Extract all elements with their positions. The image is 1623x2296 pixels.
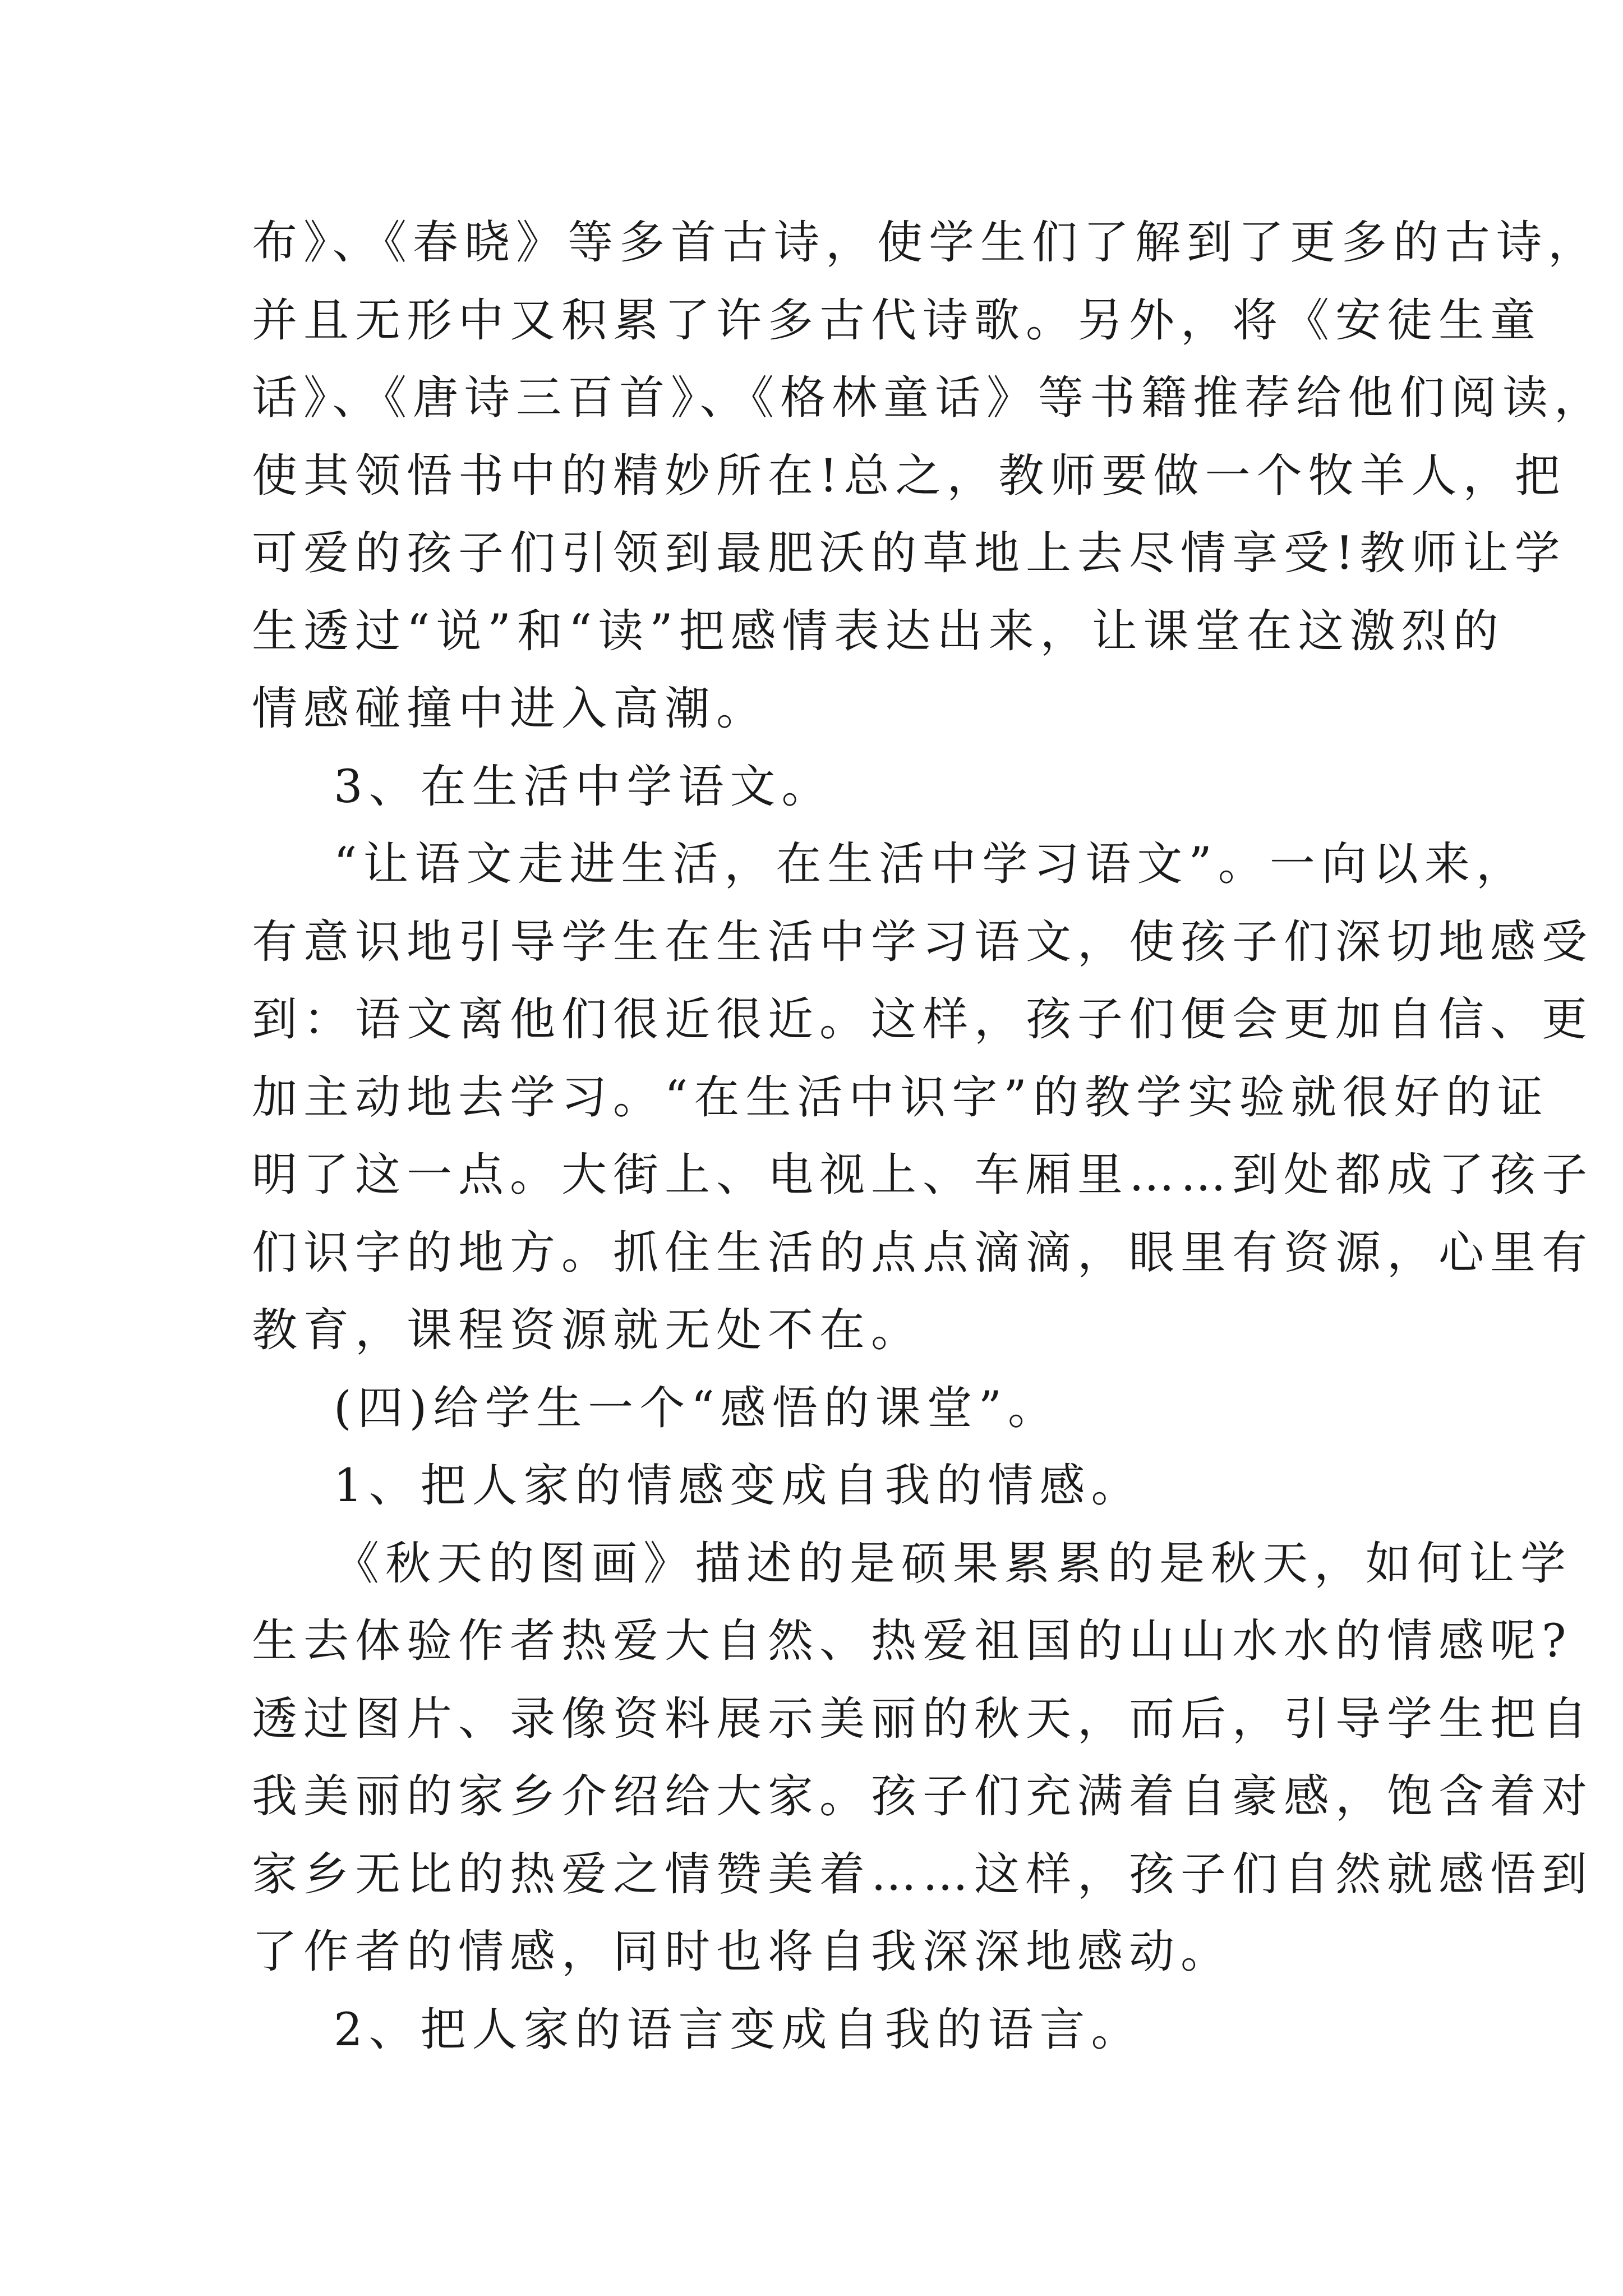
document-body	[252, 204, 1606, 2069]
text-line: 2、把人家的语言变成自我的语言。	[334, 2003, 1143, 2056]
text-line: 生去体验作者热爱大自然、热爱祖国的山山水水的情感呢?	[252, 1615, 1573, 1668]
text-line: 情感碰撞中进入高潮。	[252, 683, 768, 735]
text-line: 家乡无比的热爱之情赞美着……这样，孩子们自然就感悟到	[252, 1848, 1594, 1901]
text-line: 话》、《唐诗三百首》、《格林童话》等书籍推荐给他们阅读，	[252, 372, 1606, 425]
text-line: 3、在生活中学语文。	[334, 760, 833, 813]
text-line: 可爱的孩子们引领到最肥沃的草地上去尽情享受!教师让学	[252, 527, 1566, 580]
text-line: 加主动地去学习。“在生活中识字”的教学实验就很好的证	[252, 1071, 1549, 1124]
text-line: 《秋天的图画》描述的是硕果累累的是秋天，如何让学	[334, 1537, 1573, 1590]
text-line: 明了这一点。大街上、电视上、车厢里……到处都成了孩子	[252, 1149, 1594, 1202]
text-line: 透过图片、录像资料展示美丽的秋天，而后，引导学生把自	[252, 1692, 1594, 1746]
text-line: 布》、《春晓》等多首古诗，使学生们了解到了更多的古诗，	[252, 217, 1600, 269]
text-line: 教育，课程资源就无处不在。	[252, 1304, 923, 1357]
text-line: “让语文走进生活，在生活中学习语文”。一向以来，	[334, 838, 1528, 891]
text-line: 了作者的情感，同时也将自我深深地感动。	[252, 1926, 1233, 1978]
text-line: 到：语文离他们很近很近。这样，孩子们便会更加自信、更	[252, 993, 1594, 1046]
text-line: 们识字的地方。抓住生活的点点滴滴，眼里有资源，心里有	[252, 1226, 1594, 1280]
text-line: 1、把人家的情感变成自我的情感。	[334, 1460, 1143, 1512]
text-line: 生透过“说”和“读”把感情表达出来，让课堂在这激烈的	[252, 605, 1505, 658]
text-line: 并且无形中又积累了许多古代诗歌。另外，将《安徒生童	[252, 294, 1542, 347]
text-line: 我美丽的家乡介绍给大家。孩子们充满着自豪感，饱含着对	[252, 1770, 1594, 1823]
text-line: 使其领悟书中的精妙所在!总之，教师要做一个牧羊人，把	[252, 449, 1566, 503]
text-line: 有意识地引导学生在生活中学习语文，使孩子们深切地感受	[252, 915, 1594, 969]
text-line: (四)给学生一个“感悟的课堂”。	[334, 1382, 1060, 1435]
